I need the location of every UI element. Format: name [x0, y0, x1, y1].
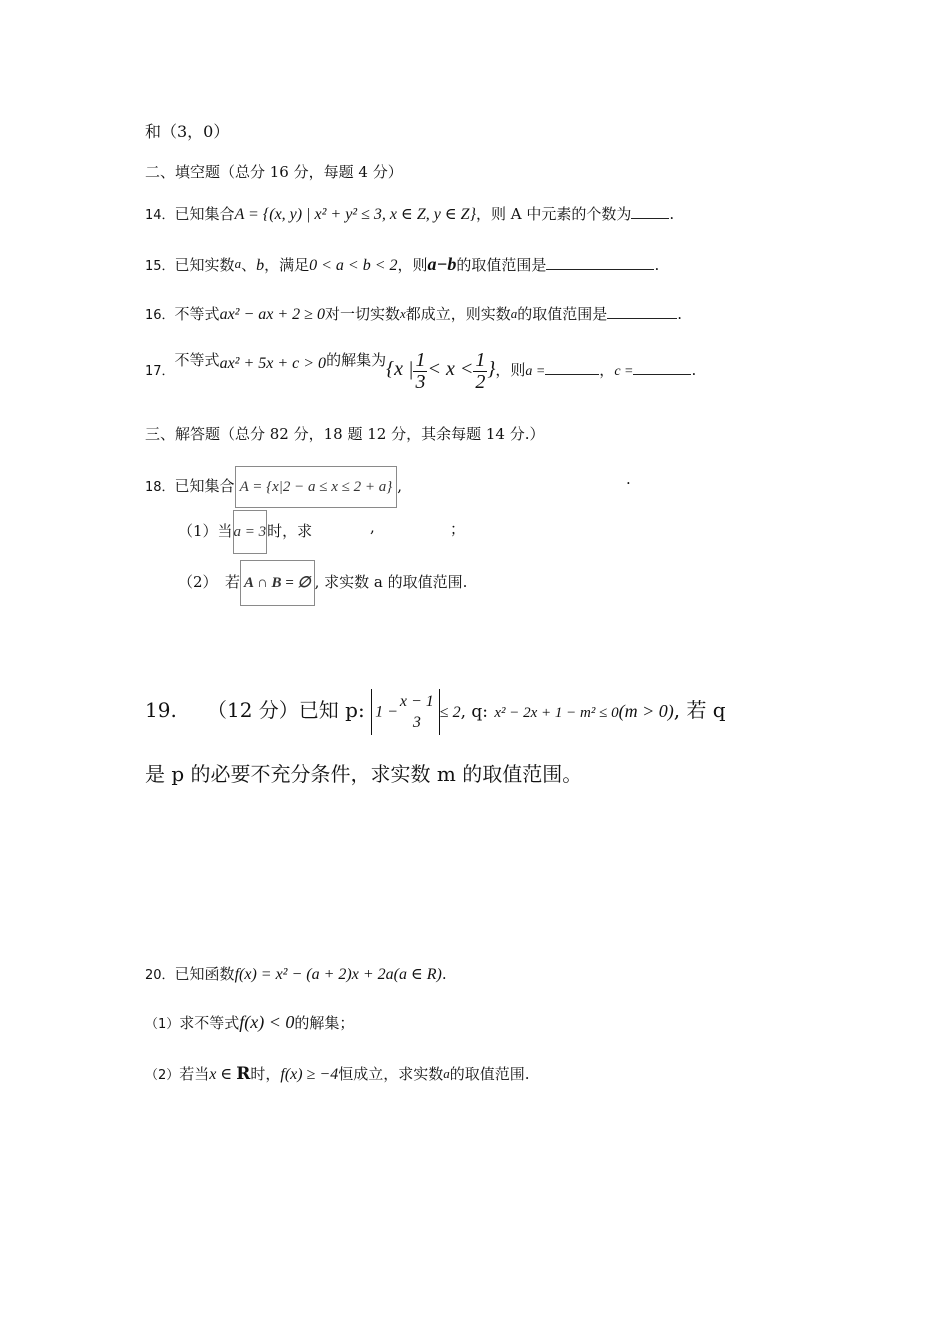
semicolon: ； [450, 520, 466, 538]
inequality-formula: f(x) ≥ −4 [280, 1066, 339, 1083]
answer-blank[interactable] [631, 204, 669, 219]
variable-a: a [234, 256, 242, 271]
inequality-formula: f(x) < 0 [239, 1012, 295, 1032]
inequality-formula: ax² + 5x + c > 0 [219, 355, 327, 372]
period: . [669, 205, 675, 223]
part-text: 若当 [179, 1065, 210, 1083]
part-label: （2） [145, 1068, 180, 1083]
question-text: 已知集合 [174, 477, 235, 495]
question-number: 14． [145, 208, 175, 223]
question-text: 已知函数 [174, 965, 235, 983]
question-17 [145, 340, 696, 401]
part-label: （1） [145, 1017, 180, 1032]
answer-blank-c[interactable] [633, 360, 691, 375]
question-text: ，则 A 中元素的个数为 [475, 205, 632, 223]
question-20-part-1 [145, 1012, 354, 1035]
answer-blank[interactable] [607, 304, 677, 319]
variable-a: a [510, 306, 518, 321]
question-text: 的取值范围是 [517, 305, 608, 323]
question-18-part-2 [178, 560, 467, 606]
set-a-formula-image: A = {x|2 − a ≤ x ≤ 2 + a} [235, 466, 398, 508]
question-20 [145, 964, 447, 986]
part-label: （1）当 [178, 522, 233, 540]
question-18 [145, 466, 402, 508]
fraction-one-half [473, 350, 487, 393]
question-19-line-2: 是 p 的必要不充分条件，求实数 m 的取值范围。 [145, 762, 583, 786]
part-text: 求不等式 [179, 1014, 240, 1032]
question-text: 不等式 [174, 351, 220, 369]
comma: ， [599, 361, 615, 379]
question-text: （12 分）已知 p: [207, 698, 365, 722]
m-condition: (m > 0) [618, 701, 674, 721]
fraction-denominator: 3 [412, 714, 421, 731]
fraction-denominator: 2 [475, 370, 486, 393]
trailing-dot: . [626, 470, 631, 488]
variable-b: b [256, 257, 265, 274]
question-14 [145, 204, 674, 226]
fraction-denominator: 3 [415, 370, 426, 393]
variable-x: x [399, 306, 406, 321]
inequality-formula: ax² − ax + 2 ≥ 0 [219, 306, 325, 323]
difference-expression: a−b [427, 254, 457, 274]
question-text: , q: [460, 702, 488, 722]
part-text: 时， [250, 1065, 281, 1083]
comma: , [397, 477, 403, 495]
abs-suffix: ≤ 2 [439, 704, 461, 721]
part-text: 时，求 [267, 522, 313, 540]
question-text: 的取值范围是 [456, 256, 547, 274]
part-text: , 求实数 a 的取值范围. [314, 573, 468, 591]
question-number: 15． [145, 259, 175, 274]
period: . [441, 965, 447, 983]
q-inequality: x² − 2x + 1 − m² ≤ 0 [494, 705, 619, 721]
variable-a: a [443, 1066, 450, 1081]
question-text: 已知实数 [174, 256, 235, 274]
abs-prefix: 1 − [375, 703, 398, 720]
fraction-numerator: x − 1 [399, 693, 434, 710]
fraction-one-third [413, 350, 427, 393]
period: . [654, 256, 660, 274]
part-text: 的取值范围. [449, 1065, 530, 1083]
question-text: ，则 [495, 361, 526, 379]
question-text: 对一切实数 [324, 305, 400, 323]
fraction-numerator: 1 [415, 348, 426, 371]
question-18-part-1 [178, 510, 312, 554]
question-text: 的解集为 [326, 351, 387, 369]
question-text: 都成立，则实数 [405, 305, 511, 323]
set-open: {x | [386, 358, 414, 380]
question-text: ，满足 [264, 256, 310, 274]
question-19 [145, 686, 726, 734]
question-text: 已知集合 [174, 205, 235, 223]
part-label: （2） 若 [178, 573, 241, 591]
question-text: , 若 q [673, 698, 726, 722]
question-15 [145, 254, 659, 277]
intersection-empty-formula-image: A ∩ B = ∅ [240, 560, 315, 606]
function-definition: f(x) = x² − (a + 2)x + 2a(a ∈ R) [234, 966, 442, 983]
comma: , [370, 518, 375, 536]
part-text: 恒成立，求实数 [338, 1065, 444, 1083]
period: . [691, 361, 697, 379]
a-equals-3-formula-image: a = 3 [233, 510, 268, 554]
period: . [677, 305, 683, 323]
question-number: 16． [145, 308, 175, 323]
a-equals: a = [525, 364, 546, 379]
question-number: 18． [145, 480, 175, 495]
previous-answer-tail: 和（3，0） [145, 122, 230, 141]
fraction-numerator: 1 [475, 348, 486, 371]
inequality-middle: < x < [427, 358, 474, 380]
fraction-x-minus-1-over-3 [398, 691, 436, 733]
x-in-reals: x ∈ [209, 1066, 237, 1083]
absolute-value-expression [371, 689, 440, 735]
inequality-formula: 0 < a < b < 2 [309, 257, 398, 274]
question-number: 20． [145, 968, 175, 983]
question-16 [145, 304, 682, 326]
answer-blank[interactable] [546, 255, 654, 270]
question-number: 17． [145, 364, 175, 379]
question-text: ，则 [397, 256, 428, 274]
question-20-part-2 [145, 1064, 529, 1086]
separator: 、 [241, 256, 257, 274]
part-text: 的解集； [294, 1014, 355, 1032]
set-close: } [487, 358, 496, 380]
section-heading-fill-in: 二、填空题（总分 16 分，每题 4 分） [145, 163, 403, 181]
reals-symbol: R [236, 1064, 251, 1084]
question-text: 不等式 [174, 305, 220, 323]
c-equals: c = [614, 364, 634, 379]
question-number: 19. [145, 698, 177, 722]
set-formula: A = {(x, y) | x² + y² ≤ 3, x ∈ Z, y ∈ Z} [234, 206, 476, 223]
section-heading-solutions: 三、解答题（总分 82 分，18 题 12 分，其余每题 14 分.） [145, 425, 545, 443]
answer-blank-a[interactable] [545, 360, 599, 375]
